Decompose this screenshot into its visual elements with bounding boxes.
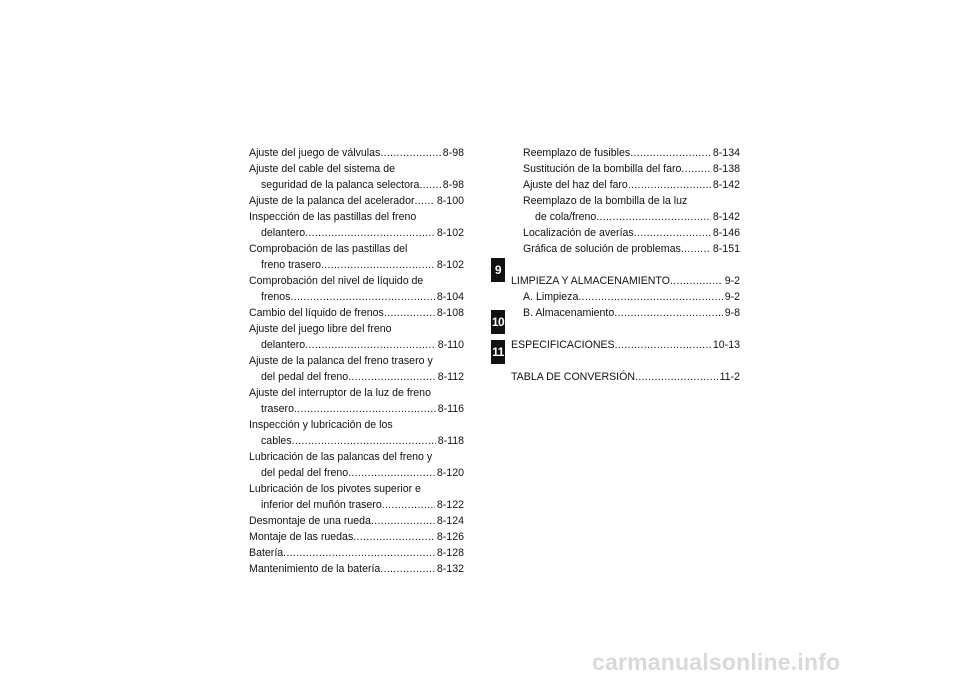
chapter-tab-9: 9 xyxy=(491,258,505,282)
toc-line xyxy=(511,305,740,321)
toc-entry xyxy=(249,417,464,449)
toc-entry xyxy=(249,449,464,481)
toc-line xyxy=(511,209,740,225)
toc-entry xyxy=(249,561,464,577)
toc-line xyxy=(249,225,464,241)
toc-entry-title: Mantenimiento de la batería xyxy=(249,563,381,575)
dot-leader xyxy=(380,561,435,577)
dot-leader xyxy=(292,433,436,449)
toc-entry xyxy=(249,161,464,193)
section-gap xyxy=(511,353,740,369)
toc-line xyxy=(249,417,464,433)
toc-entry xyxy=(511,161,740,177)
chapter-tab-11: 11 xyxy=(491,340,505,364)
toc-line xyxy=(511,289,740,305)
toc-entry-title: cables xyxy=(261,435,292,447)
toc-entry-title: Ajuste del juego libre del freno xyxy=(249,323,392,335)
toc-entry-title: LIMPIEZA Y ALMACENAMIENTO xyxy=(511,275,670,287)
dot-leader xyxy=(628,177,711,193)
dot-leader xyxy=(305,337,436,353)
toc-line xyxy=(249,209,464,225)
toc-entry xyxy=(511,273,740,289)
toc-entry-title: Lubricación de los pivotes superior e xyxy=(249,483,421,495)
toc-page-number: 8-134 xyxy=(712,147,740,159)
toc-entry-title: inferior del muñón trasero xyxy=(261,499,382,511)
dot-leader xyxy=(321,257,435,273)
toc-entry xyxy=(249,145,464,161)
dot-leader xyxy=(305,225,435,241)
dot-leader xyxy=(635,369,718,385)
toc-entry xyxy=(511,289,740,305)
toc-line xyxy=(249,465,464,481)
toc-page-number: 8-122 xyxy=(436,499,464,511)
toc-entry-title: frenos xyxy=(261,291,291,303)
toc-entry-title: Montaje de las ruedas xyxy=(249,531,354,543)
toc-entry-title: trasero xyxy=(261,403,294,415)
toc-entry xyxy=(249,353,464,385)
toc-line xyxy=(249,545,464,561)
toc-entry-title: Ajuste de la palanca del acelerador xyxy=(249,195,415,207)
toc-page-number: 8-116 xyxy=(437,403,464,415)
toc-entry-title: freno trasero xyxy=(261,259,322,271)
toc-entry xyxy=(249,321,464,353)
dot-leader xyxy=(380,145,440,161)
toc-entry-title: Ajuste del juego de válvulas xyxy=(249,147,381,159)
toc-page-number: 8-118 xyxy=(437,435,464,447)
toc-entry-title: Reemplazo de la bombilla de la luz xyxy=(523,195,688,207)
toc-entry-title: TABLA DE CONVERSIÓN xyxy=(511,371,636,383)
toc-entry-title: Cambio del líquido de frenos xyxy=(249,307,384,319)
toc-entry xyxy=(511,177,740,193)
toc-entry xyxy=(249,209,464,241)
toc-page-number: 8-132 xyxy=(436,563,464,575)
toc-line xyxy=(249,177,464,193)
toc-page-number: 8-102 xyxy=(436,227,464,239)
toc-line xyxy=(249,369,464,385)
toc-entry xyxy=(249,481,464,513)
toc-line xyxy=(249,257,464,273)
toc-entry-title: Localización de averías xyxy=(523,227,634,239)
toc-entry-title: Ajuste del cable del sistema de xyxy=(249,163,396,175)
toc-entry-title: Ajuste de la palanca del freno trasero y xyxy=(249,355,433,367)
toc-page-number: 8-142 xyxy=(712,211,740,223)
section-gap xyxy=(511,321,740,337)
toc-entry xyxy=(511,305,740,321)
toc-page-number: 11-2 xyxy=(719,371,740,383)
toc-right-column xyxy=(511,145,740,385)
toc-line xyxy=(249,161,464,177)
toc-line xyxy=(511,337,740,353)
toc-entry xyxy=(249,305,464,321)
dot-leader xyxy=(614,305,722,321)
toc-entry-title: Lubricación de las palancas del freno y xyxy=(249,451,433,463)
toc-line xyxy=(511,161,740,177)
dot-leader xyxy=(384,305,435,321)
dot-leader xyxy=(348,465,435,481)
toc-entry xyxy=(511,241,740,257)
toc-line xyxy=(249,241,464,257)
toc-page-number: 8-138 xyxy=(712,163,740,175)
toc-entry xyxy=(249,545,464,561)
toc-entry xyxy=(511,225,740,241)
toc-page-number: 8-146 xyxy=(712,227,740,239)
toc-entry-title: Sustitución de la bombilla del faro xyxy=(523,163,682,175)
toc-entry-title: Inspección y lubricación de los xyxy=(249,419,393,431)
toc-line xyxy=(511,225,740,241)
toc-line xyxy=(249,289,464,305)
toc-line xyxy=(249,353,464,369)
toc-page-number: 8-108 xyxy=(436,307,464,319)
toc-entry xyxy=(249,273,464,305)
toc-page-number: 8-126 xyxy=(436,531,464,543)
chapter-tab-10: 10 xyxy=(491,310,505,334)
toc-line xyxy=(511,241,740,257)
section-gap xyxy=(511,257,740,273)
dot-leader xyxy=(670,273,723,289)
toc-line xyxy=(511,177,740,193)
dot-leader xyxy=(630,145,711,161)
dot-leader xyxy=(294,401,436,417)
toc-page-number: 8-128 xyxy=(436,547,464,559)
toc-entry xyxy=(511,369,740,385)
toc-line xyxy=(249,449,464,465)
toc-line xyxy=(249,401,464,417)
toc-page-number: 8-102 xyxy=(436,259,464,271)
dot-leader xyxy=(419,177,440,193)
toc-page-number: 8-120 xyxy=(436,467,464,479)
dot-leader xyxy=(353,529,435,545)
toc-page-number: 9-2 xyxy=(724,275,740,287)
toc-entry-title: Batería xyxy=(249,547,284,559)
toc-entry-title: Comprobación de las pastillas del xyxy=(249,243,408,255)
toc-entry-title: A. Limpieza xyxy=(523,291,579,303)
toc-line xyxy=(249,433,464,449)
toc-entry xyxy=(249,241,464,273)
toc-entry-title: Ajuste del interruptor de la luz de freno xyxy=(249,387,431,399)
toc-entry-title: delantero xyxy=(261,227,306,239)
toc-page-number: 8-100 xyxy=(436,195,464,207)
toc-entry xyxy=(249,385,464,417)
toc-page-number: 9-2 xyxy=(724,291,740,303)
toc-line xyxy=(511,273,740,289)
toc-page-number: 8-104 xyxy=(436,291,464,303)
toc-entry xyxy=(249,529,464,545)
toc-entry-title: del pedal del freno xyxy=(261,467,349,479)
toc-page-number: 8-98 xyxy=(442,179,464,191)
toc-line xyxy=(249,193,464,209)
toc-entry-title: delantero xyxy=(261,339,306,351)
toc-line xyxy=(511,193,740,209)
toc-entry xyxy=(511,145,740,161)
dot-leader xyxy=(283,545,435,561)
toc-line xyxy=(249,529,464,545)
toc-line xyxy=(249,305,464,321)
toc-entry xyxy=(511,193,740,225)
toc-entry-title: Gráfica de solución de problemas xyxy=(523,243,681,255)
toc-page-number: 10-13 xyxy=(712,339,740,351)
dot-leader xyxy=(348,369,436,385)
dot-leader xyxy=(382,497,435,513)
dot-leader xyxy=(371,513,435,529)
toc-line xyxy=(249,321,464,337)
toc-page-number: 8-124 xyxy=(436,515,464,527)
toc-entry xyxy=(249,193,464,209)
toc-line xyxy=(249,561,464,577)
toc-entry-title: de cola/freno xyxy=(535,211,597,223)
toc-page-number: 8-110 xyxy=(437,339,464,351)
toc-page-number: 8-142 xyxy=(712,179,740,191)
toc-page-number: 8-112 xyxy=(437,371,464,383)
toc-entry-title: B. Almacenamiento xyxy=(523,307,615,319)
dot-leader xyxy=(415,193,435,209)
toc-entry xyxy=(511,337,740,353)
toc-line xyxy=(249,481,464,497)
dot-leader xyxy=(634,225,711,241)
toc-page-number: 8-151 xyxy=(712,243,740,255)
toc-entry-title: Inspección de las pastillas del freno xyxy=(249,211,417,223)
toc-entry-title: ESPECIFICACIONES xyxy=(511,339,615,351)
toc-entry xyxy=(249,513,464,529)
toc-line xyxy=(249,385,464,401)
dot-leader xyxy=(596,209,711,225)
toc-entry-title: Ajuste del haz del faro xyxy=(523,179,628,191)
toc-line xyxy=(249,273,464,289)
toc-line xyxy=(511,369,740,385)
dot-leader xyxy=(615,337,711,353)
toc-entry-title: Desmontaje de una rueda xyxy=(249,515,371,527)
dot-leader xyxy=(681,241,711,257)
dot-leader xyxy=(290,289,434,305)
toc-left-column xyxy=(249,145,464,577)
dot-leader xyxy=(681,161,710,177)
toc-page-number: 9-8 xyxy=(724,307,740,319)
toc-line xyxy=(249,497,464,513)
toc-line xyxy=(249,513,464,529)
toc-entry-title: Reemplazo de fusibles xyxy=(523,147,631,159)
toc-entry-title: seguridad de la palanca selectora xyxy=(261,179,420,191)
toc-line xyxy=(249,337,464,353)
toc-line xyxy=(511,145,740,161)
toc-line xyxy=(249,145,464,161)
dot-leader xyxy=(578,289,722,305)
toc-entry-title: del pedal del freno xyxy=(261,371,349,383)
toc-page-number: 8-98 xyxy=(442,147,464,159)
toc-entry-title: Comprobación del nivel de líquido de xyxy=(249,275,424,287)
watermark: carmanualsonline.info xyxy=(592,649,841,675)
